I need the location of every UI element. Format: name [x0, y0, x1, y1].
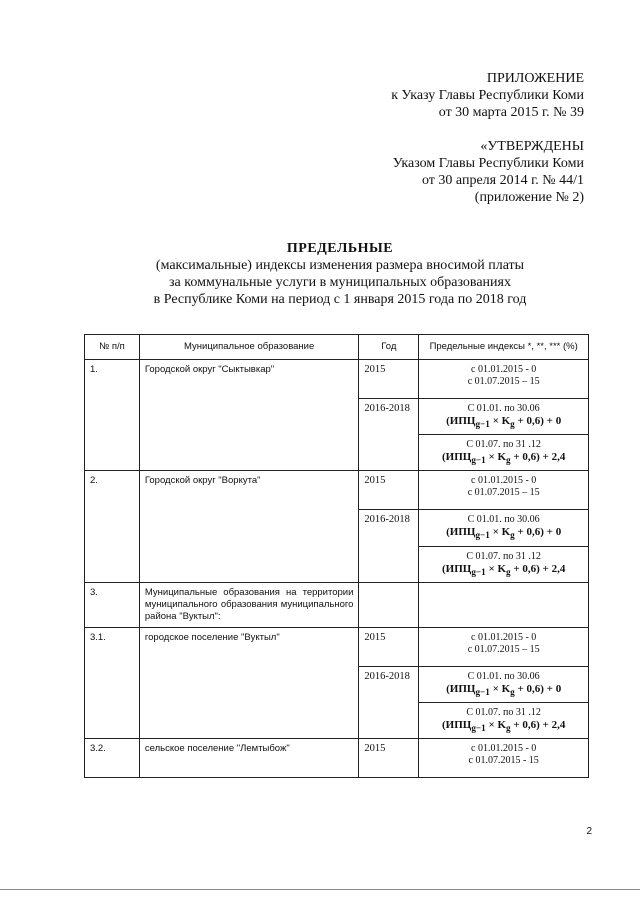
formula: $(ИПЦ_{g-1} \times K_g + 0,6) + 0$ [446, 415, 562, 430]
index-line: с 01.01.2015 - 0 [471, 631, 537, 643]
approved-label: «УТВЕРЖДЕНЫ [480, 139, 584, 154]
formula: $(ИПЦ_{g-1} \times K_g + 0,6) + 0$ [446, 682, 562, 697]
header-year: Год [359, 335, 419, 360]
table-row [85, 582, 589, 627]
title-line-3: в Республике Коми на период с 1 января 2015 года по 2018 год [153, 292, 527, 307]
formula: $(ИПЦ_{g-1} \times K_g + 0,6) + 2,4$ [441, 562, 566, 577]
row-year: 2015 [359, 627, 419, 666]
title-line-1: (максимальные) индексы изменения размера вносимой платы [155, 258, 525, 273]
period-label: С 01.07. по 31 .12 [466, 706, 541, 718]
index-line: с 01.01.2015 - 0 [471, 743, 537, 755]
period-label: С 01.07. по 31 .12 [466, 439, 541, 451]
period-label: С 01.01. по 30.06 [467, 403, 540, 414]
table-row [85, 739, 589, 778]
period-label: С 01.01. по 30.06 [467, 514, 540, 526]
row-municipality: сельское поселение "Лемтыбож" [139, 739, 359, 778]
document-title [0, 240, 640, 308]
row-index-period-1 [419, 666, 589, 702]
table-row [85, 360, 589, 399]
row-index-2015 [419, 627, 589, 666]
index-line: с 01.07.2015 - 15 [468, 755, 539, 767]
header-appendix-block [391, 70, 584, 121]
formula: $(ИПЦ_{g-1} \times K_g + 0,6) + 2,4$ [441, 451, 566, 466]
row-num: 3.2. [85, 739, 140, 778]
row-index-period-1 [419, 510, 589, 546]
row-year: 2015 [359, 471, 419, 510]
header-approved-block [393, 138, 584, 206]
row-index-2015 [419, 739, 589, 778]
indices-table [84, 334, 589, 778]
row-year-range: 2016-2018 [359, 399, 419, 471]
footer-divider [0, 889, 640, 890]
table-header-row [85, 335, 589, 360]
title-main: ПРЕДЕЛЬНЫЕ [286, 241, 394, 256]
period-label: С 01.07. по 31 .12 [466, 550, 541, 562]
row-municipality: городское поселение "Вуктыл" [139, 627, 359, 738]
page-number: 2 [586, 826, 592, 837]
decree-reference: к Указу Главы Республики Коми [391, 88, 584, 103]
row-year-empty [359, 582, 419, 627]
formula: $(ИПЦ_{g-1} \times K_g + 0,6) + 2,4$ [441, 718, 566, 734]
row-municipality: Городской округ "Сыктывкар" [139, 360, 359, 471]
index-line: с 01.01.2015 - 0 [471, 475, 537, 487]
row-num: 1. [85, 360, 140, 471]
header-indices: Предельные индексы *, **, *** (%) [419, 335, 589, 360]
approved-appendix: (приложение № 2) [474, 190, 584, 205]
row-index-period-2 [419, 702, 589, 738]
row-year-range: 2016-2018 [359, 510, 419, 582]
row-index-period-1 [419, 399, 589, 435]
table-row [85, 627, 589, 666]
approved-date: от 30 апреля 2014 г. № 44/1 [421, 173, 584, 188]
row-num: 3. [85, 582, 140, 627]
index-line: с 01.07.2015 – 15 [467, 643, 540, 655]
approved-by: Указом Главы Республики Коми [392, 156, 584, 171]
row-year: 2015 [359, 360, 419, 399]
row-index-2015 [419, 471, 589, 510]
row-municipality: Муниципальные образования на территории муниципального образования муниципального района "Вуктыл": [139, 582, 359, 627]
index-line: с 01.07.2015 – 15 [467, 376, 540, 387]
appendix-label: ПРИЛОЖЕНИЕ [486, 71, 584, 86]
row-index-period-2 [419, 435, 589, 471]
title-line-2: за коммунальные услуги в муниципальных образованиях [169, 275, 511, 290]
row-year: 2015 [359, 739, 419, 778]
index-line: с 01.01.2015 - 0 [471, 364, 537, 375]
row-index-period-2 [419, 546, 589, 582]
header-num: № п/п [85, 335, 140, 360]
period-label: С 01.01. по 30.06 [467, 670, 540, 682]
table-row [85, 471, 589, 510]
decree-date: от 30 марта 2015 г. № 39 [438, 105, 584, 120]
row-index-2015 [419, 360, 589, 399]
index-line: с 01.07.2015 – 15 [467, 487, 540, 499]
row-municipality: Городской округ "Воркута" [139, 471, 359, 582]
row-num: 3.1. [85, 627, 140, 738]
row-index-empty [419, 582, 589, 627]
row-num: 2. [85, 471, 140, 582]
header-municipality: Муниципальное образование [139, 335, 359, 360]
formula: $(ИПЦ_{g-1} \times K_g + 0,6) + 0$ [446, 526, 562, 541]
row-year-range: 2016-2018 [359, 666, 419, 738]
